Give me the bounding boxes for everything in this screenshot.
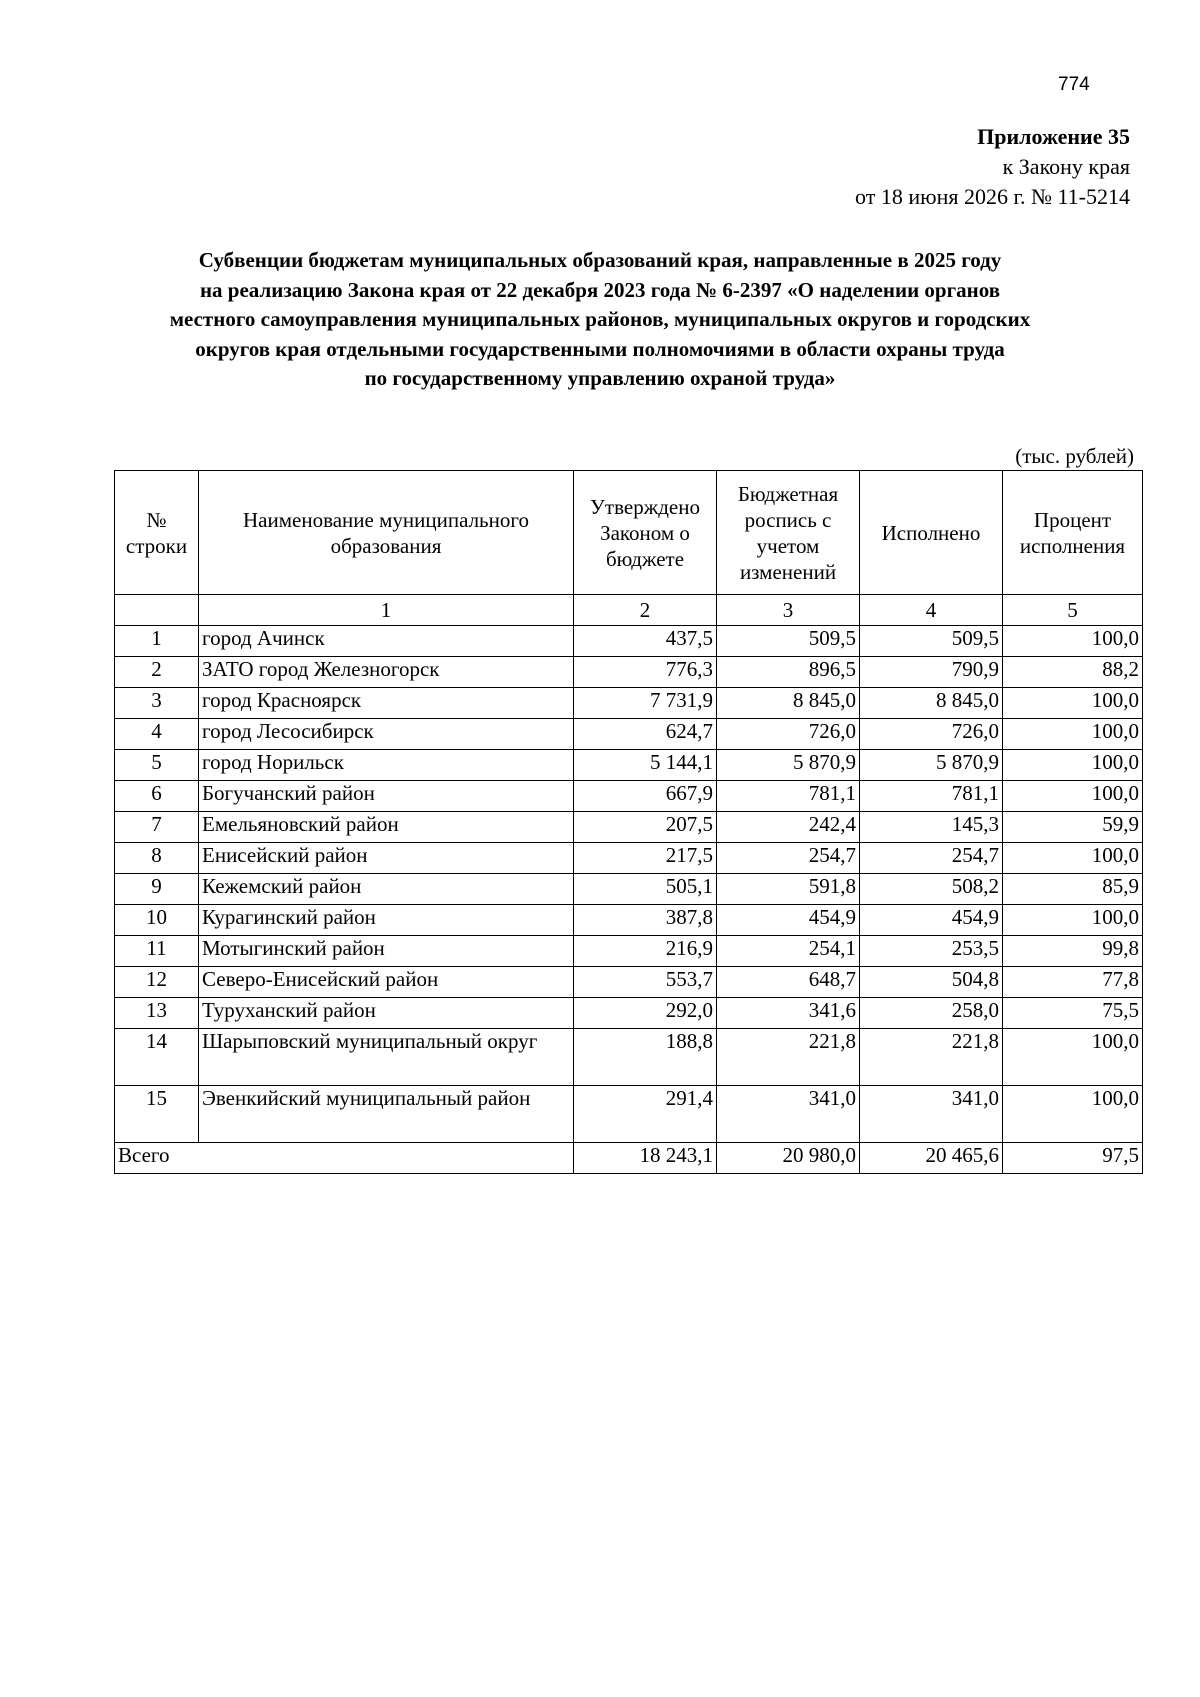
municipality-name: Курагинский район (199, 905, 574, 936)
municipality-name: Кежемский район (199, 874, 574, 905)
municipality-name: Богучанский район (199, 781, 574, 812)
table-row (115, 719, 1143, 750)
approved-value: 7 731,9 (574, 688, 717, 719)
title-line: Субвенции бюджетам муниципальных образований края, направленные в 2025 году (198, 248, 1002, 272)
percent-value: 75,5 (1003, 998, 1143, 1029)
total-percent: 97,5 (1003, 1143, 1143, 1174)
budget-value: 254,1 (717, 936, 860, 967)
municipality-name: Шарыповский муниципальный округ (199, 1029, 574, 1086)
budget-value: 221,8 (717, 1029, 860, 1086)
percent-value: 88,2 (1003, 657, 1143, 688)
budget-value: 648,7 (717, 967, 860, 998)
approved-value: 188,8 (574, 1029, 717, 1086)
subventions-table (114, 470, 1143, 1174)
approved-value: 437,5 (574, 626, 717, 657)
appendix-date: от 18 июня 2026 г. № 11-5214 (855, 184, 1130, 209)
executed-value: 790,9 (860, 657, 1003, 688)
column-number: 3 (717, 595, 860, 626)
appendix-title: Приложение 35 (977, 124, 1130, 149)
title-line: на реализацию Закона края от 22 декабря 2023 года № 6-2397 «О наделении органов (199, 277, 1001, 302)
percent-value: 99,8 (1003, 936, 1143, 967)
table-row (115, 688, 1143, 719)
column-number: 4 (860, 595, 1003, 626)
municipality-name: Енисейский район (199, 843, 574, 874)
row-number: 10 (115, 905, 199, 936)
approved-value: 216,9 (574, 936, 717, 967)
units-label: (тыс. рублей) (1015, 444, 1134, 468)
row-number: 1 (115, 626, 199, 657)
municipality-name: Туруханский район (199, 998, 574, 1029)
table-row (115, 781, 1143, 812)
title-line: округов края отдельными государственными полномочиями в области охраны труда (195, 336, 1005, 361)
table-row (115, 1029, 1143, 1086)
approved-value: 667,9 (574, 781, 717, 812)
executed-value: 454,9 (860, 905, 1003, 936)
table-row (115, 843, 1143, 874)
executed-value: 145,3 (860, 812, 1003, 843)
approved-value: 207,5 (574, 812, 717, 843)
header-budget-schedule: Бюджетная роспись с учетом изменений (717, 471, 860, 595)
budget-value: 781,1 (717, 781, 860, 812)
row-number: 14 (115, 1029, 199, 1086)
row-number: 11 (115, 936, 199, 967)
percent-value: 77,8 (1003, 967, 1143, 998)
municipality-name: Северо-Енисейский район (199, 967, 574, 998)
executed-value: 504,8 (860, 967, 1003, 998)
executed-value: 221,8 (860, 1029, 1003, 1086)
municipality-name: город Норильск (199, 750, 574, 781)
budget-value: 591,8 (717, 874, 860, 905)
approved-value: 292,0 (574, 998, 717, 1029)
percent-value: 85,9 (1003, 874, 1143, 905)
table-row (115, 657, 1143, 688)
header-municipality: Наименование муниципального образования (199, 471, 574, 595)
executed-value: 341,0 (860, 1086, 1003, 1143)
approved-value: 217,5 (574, 843, 717, 874)
budget-value: 254,7 (717, 843, 860, 874)
table-row (115, 967, 1143, 998)
municipality-name: Емельяновский район (199, 812, 574, 843)
row-number: 3 (115, 688, 199, 719)
column-number: 2 (574, 595, 717, 626)
budget-value: 454,9 (717, 905, 860, 936)
municipality-name: город Ачинск (199, 626, 574, 657)
percent-value: 100,0 (1003, 1086, 1143, 1143)
percent-value: 100,0 (1003, 719, 1143, 750)
percent-value: 100,0 (1003, 750, 1143, 781)
municipality-name: ЗАТО город Железногорск (199, 657, 574, 688)
row-number: 6 (115, 781, 199, 812)
approved-value: 553,7 (574, 967, 717, 998)
table-row (115, 874, 1143, 905)
table-row (115, 936, 1143, 967)
row-number: 15 (115, 1086, 199, 1143)
table-row (115, 812, 1143, 843)
title-line: местного самоуправления муниципальных районов, муниципальных округов и городских (169, 307, 1031, 331)
budget-value: 5 870,9 (717, 750, 860, 781)
column-number-blank (115, 595, 199, 626)
header-approved: Утверждено Законом о бюджете (574, 471, 717, 595)
executed-value: 8 845,0 (860, 688, 1003, 719)
total-budget: 20 980,0 (717, 1143, 860, 1174)
budget-value: 341,6 (717, 998, 860, 1029)
approved-value: 5 144,1 (574, 750, 717, 781)
budget-value: 341,0 (717, 1086, 860, 1143)
executed-value: 254,7 (860, 843, 1003, 874)
approved-value: 505,1 (574, 874, 717, 905)
header-executed: Исполнено (860, 471, 1003, 595)
title-line: по государственному управлению охраной труда» (364, 366, 836, 390)
executed-value: 781,1 (860, 781, 1003, 812)
total-label: Всего (115, 1143, 574, 1174)
table-row (115, 905, 1143, 936)
approved-value: 387,8 (574, 905, 717, 936)
appendix-block (855, 122, 1130, 212)
approved-value: 776,3 (574, 657, 717, 688)
executed-value: 253,5 (860, 936, 1003, 967)
row-number: 9 (115, 874, 199, 905)
column-number: 5 (1003, 595, 1143, 626)
percent-value: 100,0 (1003, 1029, 1143, 1086)
column-number-row (115, 595, 1143, 626)
table-row (115, 998, 1143, 1029)
table-row (115, 1086, 1143, 1143)
percent-value: 59,9 (1003, 812, 1143, 843)
municipality-name: Мотыгинский район (199, 936, 574, 967)
municipality-name: город Лесосибирск (199, 719, 574, 750)
column-number: 1 (199, 595, 574, 626)
table-body (115, 626, 1143, 1143)
budget-value: 509,5 (717, 626, 860, 657)
executed-value: 258,0 (860, 998, 1003, 1029)
executed-value: 508,2 (860, 874, 1003, 905)
page-number: 774 (1058, 74, 1090, 95)
total-row (115, 1143, 1143, 1174)
row-number: 5 (115, 750, 199, 781)
row-number: 2 (115, 657, 199, 688)
budget-value: 896,5 (717, 657, 860, 688)
municipality-name: Эвенкийский муниципальный район (199, 1086, 574, 1143)
executed-value: 5 870,9 (860, 750, 1003, 781)
percent-value: 100,0 (1003, 843, 1143, 874)
table-row (115, 750, 1143, 781)
total-approved: 18 243,1 (574, 1143, 717, 1174)
budget-value: 8 845,0 (717, 688, 860, 719)
approved-value: 624,7 (574, 719, 717, 750)
table-row (115, 626, 1143, 657)
percent-value: 100,0 (1003, 781, 1143, 812)
row-number: 7 (115, 812, 199, 843)
table-header-row (115, 471, 1143, 595)
percent-value: 100,0 (1003, 688, 1143, 719)
row-number: 4 (115, 719, 199, 750)
header-percent: Процент исполнения (1003, 471, 1143, 595)
municipality-name: город Красноярск (199, 688, 574, 719)
approved-value: 291,4 (574, 1086, 717, 1143)
executed-value: 509,5 (860, 626, 1003, 657)
row-number: 13 (115, 998, 199, 1029)
total-executed: 20 465,6 (860, 1143, 1003, 1174)
percent-value: 100,0 (1003, 905, 1143, 936)
document-title (100, 246, 1100, 394)
budget-value: 242,4 (717, 812, 860, 843)
budget-value: 726,0 (717, 719, 860, 750)
row-number: 8 (115, 843, 199, 874)
percent-value: 100,0 (1003, 626, 1143, 657)
header-row-number: № строки (115, 471, 199, 595)
appendix-law-ref: к Закону края (1002, 154, 1130, 179)
row-number: 12 (115, 967, 199, 998)
executed-value: 726,0 (860, 719, 1003, 750)
